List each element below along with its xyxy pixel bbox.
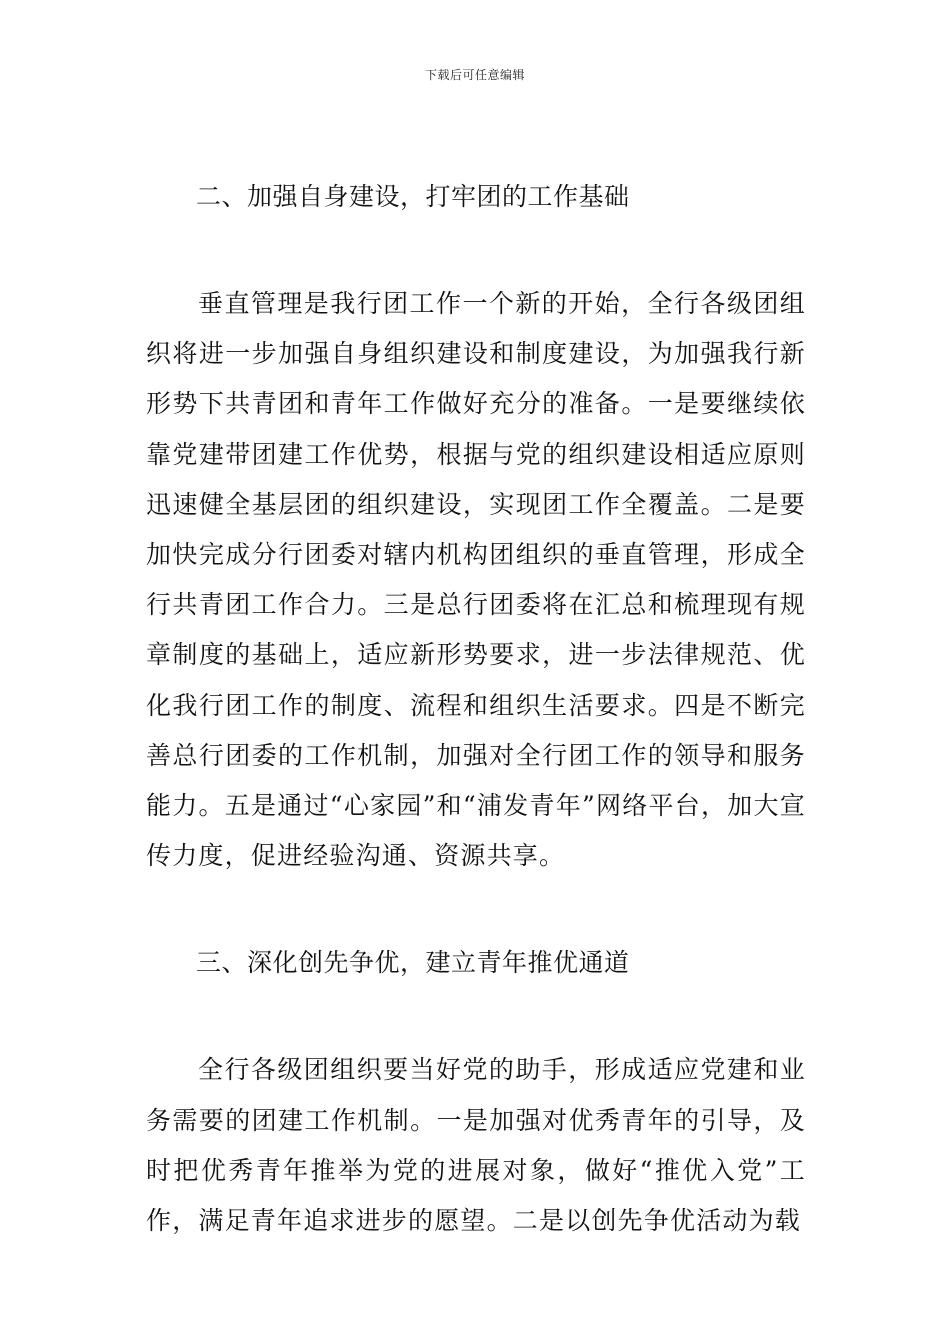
section-heading: 三、深化创先争优，建立青年推优通道 — [196, 948, 630, 978]
section-heading: 二、加强自身建设，打牢团的工作基础 — [196, 182, 630, 211]
page-header-note: 下载后可任意编辑 — [424, 68, 525, 82]
section-paragraph: 全行各级团组织要当好党的助手，形成适应党建和业务需要的团建工作机制。一是加强对优秀青年的引导，及时把优秀青年推举为党的进展对象，做好“推优入党”工作，满足青年追求进步的愿望。二是以创先争优活动为载 — [146, 1055, 806, 1236]
section-paragraph: 垂直管理是我行团工作一个新的开始，全行各级团组织将进一步加强自身组织建设和制度建设，为加强我行新形势下共青团和青年工作做好充分的准备。一是要继续依靠党建带团建工作优势，根据与党的组织建设相适应原则迅速健全基层团的组织建设，实现团工作全覆盖。二是要加快完成分行团委对辖内机构团组织的垂直管理，形成全行共青团工作合力。三是总行团委将在汇总和梳理现有规章制度的基础上，适应新形势要求，进一步法律规范、优化我行团工作的制度、流程和组织生活要求。四是不断完善总行团委的工作机制，加强对全行团工作的领导和服务能力。五是通过“心家园”和“浦发青年”网络平台，加大宣传力度，促进经验沟通、资源共享。 — [146, 289, 806, 871]
document-body — [146, 172, 806, 1246]
